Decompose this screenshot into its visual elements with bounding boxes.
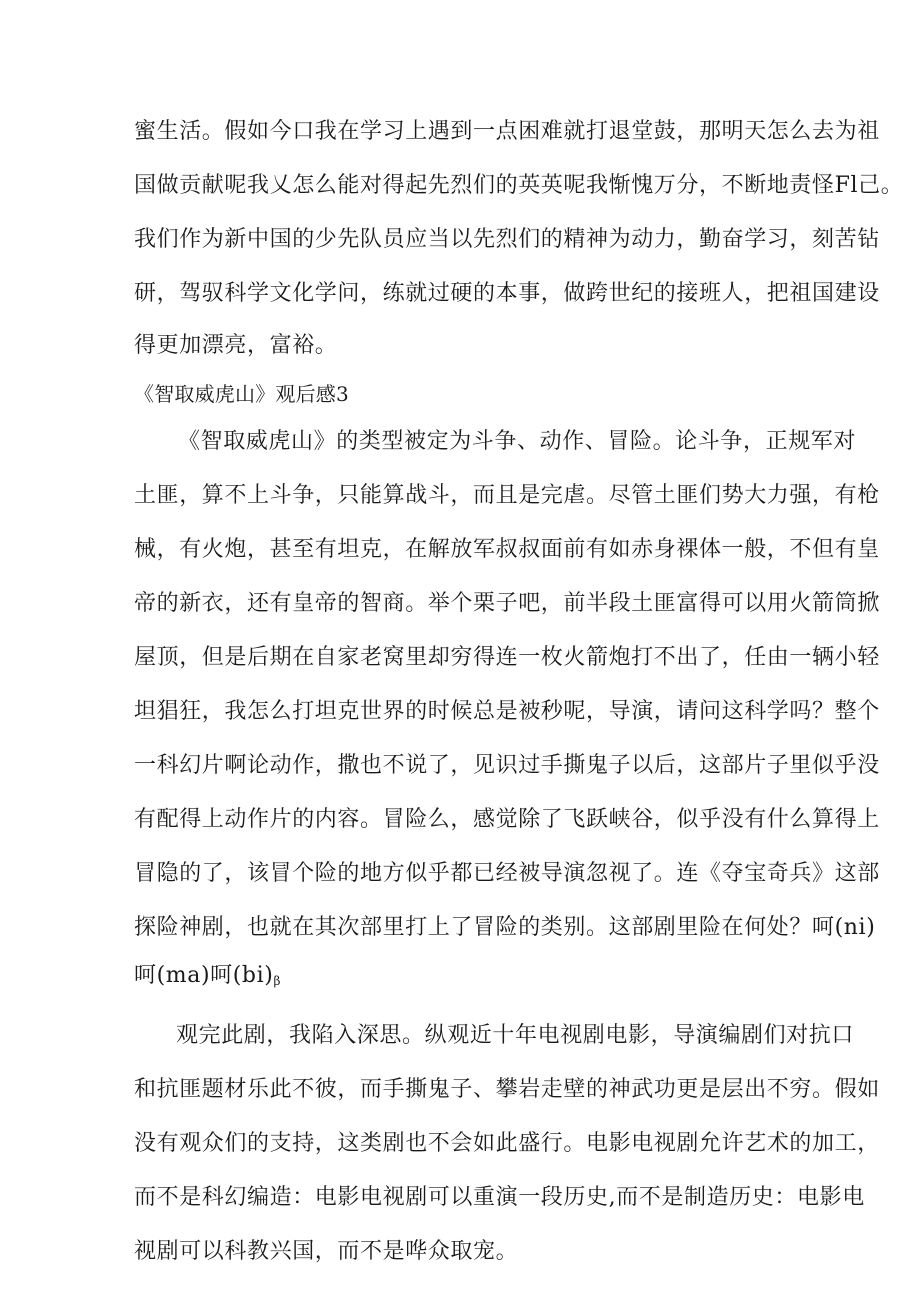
paragraph-3-line-3: 没有观众们的支持，这类剧也不会如此盛行。电影电视剧允许艺术的加工， xyxy=(134,1131,880,1156)
paragraph-2-line-3: 械，有火炮，甚至有坦克，在解放军叔叔面前有如赤身裸体一般，不但有皇 xyxy=(134,537,880,562)
paragraph-3-line-5: 视剧可以科教兴国，而不是哗众取宠。 xyxy=(134,1239,519,1264)
paragraph-2-line-6: 坦猖狂，我怎么打坦克世界的时候总是被秒呢，导演，请问这科学吗？整个 xyxy=(134,699,880,724)
section-heading: 《智取威虎山》观后感3 xyxy=(134,382,349,406)
paragraph-1-line-2: 国做贡献呢我乂怎么能对得起先烈们的英英呢我惭愧万分，不断地责怪Fl己。 xyxy=(134,173,904,198)
paragraph-2-line-1: 《智取威虎山》的类型被定为斗争、动作、冒险。论斗争，正规军对 xyxy=(178,429,857,454)
paragraph-2-line-9: 冒隐的了，该冒个险的地方似乎都已经被导演忽视了。连《夺宝奇兵》这部 xyxy=(134,861,880,886)
paragraph-2-line-7: 一科幻片啊论动作，撒也不说了，见识过手撕鬼子以后，这部片子里似乎没 xyxy=(134,753,880,778)
paragraph-3-line-2: 和抗匪题材乐此不彼，而手撕鬼子、攀岩走壁的神武功更是层出不穷。假如 xyxy=(134,1077,880,1102)
paragraph-1-line-4: 研，驾驭科学文化学问，练就过硬的本事，做跨世纪的接班人，把祖国建设 xyxy=(134,281,880,306)
paragraph-2-line-11 xyxy=(134,962,281,995)
paragraph-1-line-5: 得更加漂亮，富裕。 xyxy=(134,333,338,358)
paragraph-2-line-4: 帝的新衣，还有皇帝的智商。举个栗子吧，前半段土匪富得可以用火箭筒掀 xyxy=(134,591,880,616)
paragraph-3-line-4: 而不是科幻编造：电影电视剧可以重演一段历史,而不是制造历史：电影电 xyxy=(134,1185,865,1210)
paragraph-1-line-3: 我们作为新中国的少先队员应当以先烈们的精神为动力，勤奋学习，刻苦钻 xyxy=(134,227,880,252)
paragraph-2-line-2: 土匪，算不上斗争，只能算战斗，而且是完虐。尽管土匪们势大力强，有枪 xyxy=(134,483,880,508)
paragraph-3-line-1: 观完此剧，我陷入深思。纵观近十年电视剧电影，导演编剧们对抗口 xyxy=(176,1023,855,1048)
paragraph-2-line-10: 探险神剧，也就在其次部里打上了冒险的类别。这部剧里险在何处？呵(ni) xyxy=(134,915,876,940)
paragraph-2-line-8: 有配得上动作片的内容。冒险么，感觉除了飞跃峡谷，似乎没有什么算得上 xyxy=(134,807,880,832)
paragraph-2-last-line-subscript: β xyxy=(273,974,281,988)
paragraph-1-line-1: 蜜生活。假如今口我在学习上遇到一点困难就打退堂鼓，那明天怎么去为祖 xyxy=(134,119,880,144)
paragraph-2-last-line-text: 呵(ma)呵(bi) xyxy=(134,963,274,988)
paragraph-2-line-5: 屋顶，但是后期在自家老窝里却穷得连一枚火箭炮打不出了，任由一辆小轻 xyxy=(134,645,880,670)
